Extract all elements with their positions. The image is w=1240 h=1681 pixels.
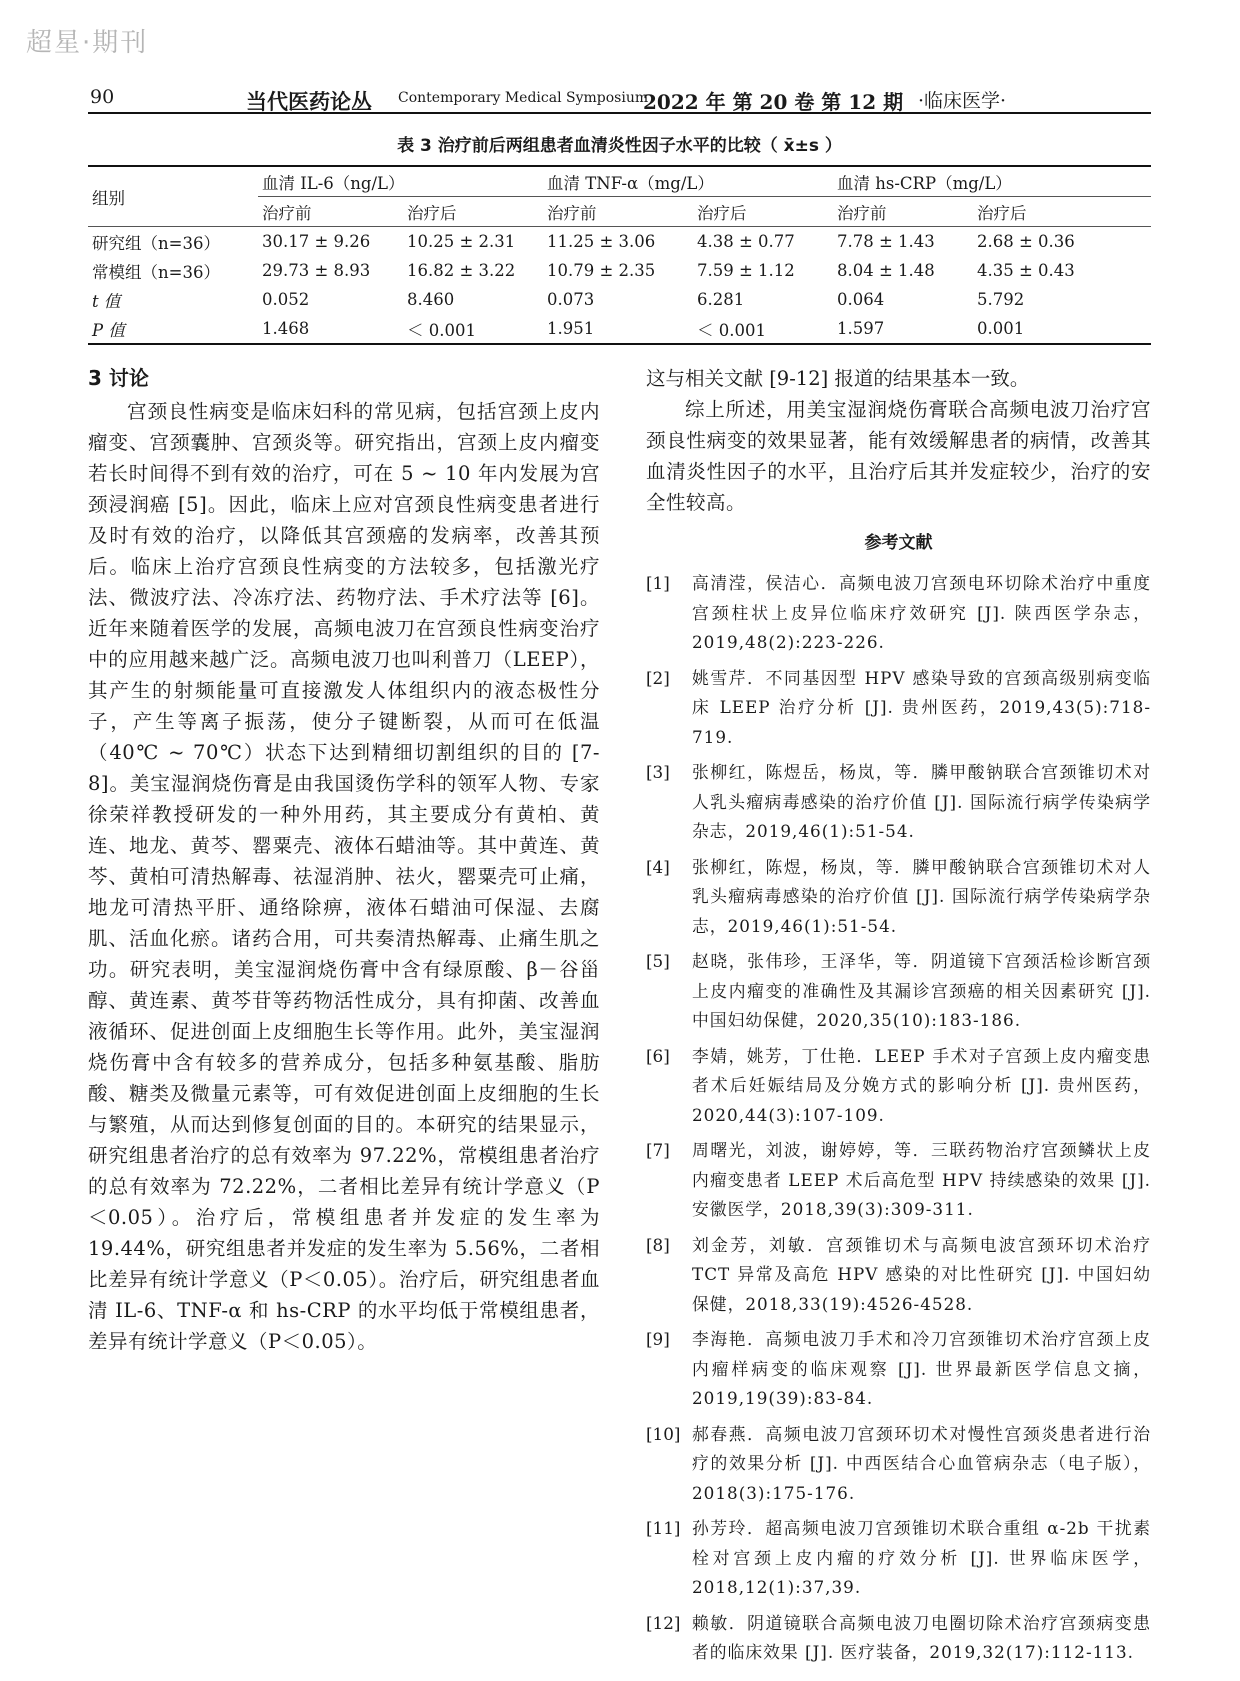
- reference-item: [646, 853, 1151, 942]
- reference-item: [646, 1325, 1151, 1414]
- left-column: [88, 363, 600, 1357]
- reference-number: [2]: [646, 667, 670, 688]
- reference-item: [646, 1609, 1151, 1668]
- reference-item: [646, 758, 1151, 847]
- reference-number: [1]: [646, 573, 670, 593]
- indicator-il6: 血清 IL-6（ng/L）: [258, 166, 543, 197]
- table-cell: 4.38 ± 0.77: [697, 232, 795, 251]
- table-cell: 30.17 ± 9.26: [262, 232, 371, 251]
- reference-text: 周曙光，刘波，谢婷婷，等．三联药物治疗宫颈鳞状上皮内瘤变患者 LEEP 术后高危型 HPV 持续感染的效果 [J]. 安徽医学，2018,39(3):309-311.: [692, 1140, 1151, 1219]
- table-cell: 1.597: [833, 314, 973, 344]
- section-label: ·临床医学·: [918, 90, 1007, 112]
- continuation-text: 这与相关文献 [9-12] 报道的结果基本一致。: [646, 367, 1030, 390]
- conclusion-paragraph: 综上所述，用美宝湿润烧伤膏联合高频电波刀治疗宫颈良性病变的效果显著，能有效缓解患者的病情，改善其血清炎性因子的水平，且治疗后其并发症较少，治疗的安全性较高。: [646, 398, 1151, 514]
- reference-number: [8]: [646, 1234, 670, 1255]
- table-cell: 0.073: [547, 290, 595, 309]
- reference-number: [5]: [646, 951, 670, 971]
- row-label: P 值: [88, 314, 258, 344]
- row-label: t 值: [92, 291, 121, 311]
- results-table: [88, 165, 1151, 345]
- reference-text: 赖敏．阴道镜联合高频电波刀电圈切除术治疗宫颈病变患者的临床效果 [J]. 医疗装备，2019,32(17):112-113.: [692, 1612, 1151, 1662]
- reference-number: [6]: [646, 1045, 670, 1066]
- subheader: 治疗后: [973, 197, 1151, 227]
- table-cell: 1.468: [258, 314, 403, 344]
- table-cell: 0.052: [262, 290, 310, 309]
- reference-text: 高清滢，侯洁心．高频电波刀宫颈电环切除术治疗中重度宫颈柱状上皮异位临床疗效研究 [J]. 陕西医学杂志，2019,48(2):223-226.: [692, 573, 1151, 652]
- reference-item: [646, 1514, 1151, 1603]
- table-cell: 8.04 ± 1.48: [837, 261, 935, 280]
- journal-title-cn: 当代医药论丛: [246, 89, 372, 114]
- reference-item: [646, 1136, 1151, 1225]
- right-column: [646, 363, 1151, 1674]
- table-cell: 11.25 ± 3.06: [547, 232, 656, 251]
- table-row: [88, 256, 1151, 285]
- reference-text: 张柳红，陈煜岳，杨岚，等．膦甲酸钠联合宫颈锥切术对人乳头瘤病毒感染的治疗价值 [J]. 国际流行病学传染病学杂志，2019,46(1):51-54.: [692, 762, 1151, 841]
- reference-list: [646, 569, 1151, 1668]
- reference-text: 刘金芳，刘敏．宫颈锥切术与高频电波宫颈环切术治疗 TCT 异常及高危 HPV 感染的对比性研究 [J]. 中国妇幼保健，2018,33(19):4526-4528.: [692, 1234, 1151, 1314]
- reference-text: 孙芳玲．超高频电波刀宫颈锥切术联合重组 α-2b 干扰素栓对宫颈上皮内瘤的疗效分析 [J]. 世界临床医学，2018,12(1):37,39.: [692, 1518, 1151, 1597]
- indicator-tnf: 血清 TNF-α（mg/L）: [543, 166, 833, 197]
- table-row: [88, 314, 1151, 344]
- row-label: 常模组（n=36）: [92, 262, 220, 282]
- row-label: 研究组（n=36）: [92, 233, 220, 253]
- table-row: [88, 285, 1151, 314]
- reference-text: 李海艳．高频电波刀手术和冷刀宫颈锥切术治疗宫颈上皮内瘤样病变的临床观察 [J]. 世界最新医学信息文摘，2019,19(39):83-84.: [692, 1329, 1151, 1408]
- references-heading: 参考文献: [864, 533, 933, 553]
- subheader: 治疗后: [693, 197, 833, 227]
- table-cell: 0.064: [837, 290, 885, 309]
- reference-number: [11]: [646, 1518, 681, 1538]
- reference-text: 赵晓，张伟珍，王泽华，等．阴道镜下宫颈活检诊断宫颈上皮内瘤变的准确性及其漏诊宫颈癌的相关因素研究 [J]. 中国妇幼保健，2020,35(10):183-186.: [692, 951, 1151, 1030]
- reference-text: 李婧，姚芳，丁仕艳．LEEP 手术对子宫颈上皮内瘤变患者术后妊娠结局及分娩方式的影响分析 [J]. 贵州医药，2020,44(3):107-109.: [692, 1045, 1151, 1125]
- watermark: 超星·期刊: [26, 28, 149, 58]
- reference-item: [646, 1231, 1151, 1320]
- page-number: 90: [90, 86, 115, 108]
- table-cell: 10.79 ± 2.35: [547, 261, 656, 280]
- table-row: [88, 227, 1151, 257]
- group-header: 组别: [88, 166, 258, 227]
- table-cell: 7.59 ± 1.12: [697, 261, 795, 280]
- reference-number: [4]: [646, 856, 670, 877]
- subheader: 治疗后: [403, 197, 543, 227]
- table-cell: 4.35 ± 0.43: [977, 261, 1075, 280]
- subheader: 治疗前: [543, 197, 693, 227]
- table-cell: 0.001: [973, 314, 1151, 344]
- reference-number: [9]: [646, 1329, 670, 1349]
- journal-title-en: Contemporary Medical Symposium: [398, 90, 649, 106]
- table-cell: 2.68 ± 0.36: [977, 232, 1075, 251]
- table-cell: 6.281: [697, 290, 745, 309]
- table-cell: 16.82 ± 3.22: [407, 261, 516, 280]
- section-heading: 3 讨论: [88, 366, 149, 390]
- reference-item: [646, 947, 1151, 1036]
- table-cell: 1.951: [543, 314, 693, 344]
- reference-text: 姚雪芹．不同基因型 HPV 感染导致的宫颈高级别病变临床 LEEP 治疗分析 [J]. 贵州医药，2019,43(5):718-719.: [692, 667, 1151, 747]
- reference-number: [12]: [646, 1612, 681, 1633]
- table-cell: 29.73 ± 8.93: [262, 261, 371, 280]
- table-cell: ＜ 0.001: [403, 314, 543, 344]
- indicator-hscrp: 血清 hs-CRP（mg/L）: [833, 166, 1151, 197]
- reference-item: [646, 1042, 1151, 1131]
- table-title: 表 3 治疗前后两组患者血清炎性因子水平的比较（ x̄±s ）: [397, 136, 842, 156]
- table-cell: 8.460: [407, 290, 455, 309]
- running-header: [88, 82, 1151, 114]
- issue-info: 2022 年 第 20 卷 第 12 期: [643, 90, 904, 114]
- reference-number: [3]: [646, 762, 670, 782]
- table-cell: 10.25 ± 2.31: [407, 232, 516, 251]
- subheader: 治疗前: [258, 197, 403, 227]
- reference-text: 张柳红，陈煜，杨岚，等．膦甲酸钠联合宫颈锥切术对人乳头瘤病毒感染的治疗价值 [J]. 国际流行病学传染病学杂志，2019,46(1):51-54.: [692, 856, 1151, 936]
- reference-number: [7]: [646, 1140, 670, 1160]
- reference-item: [646, 664, 1151, 753]
- table-cell: ＜ 0.001: [693, 314, 833, 344]
- discussion-paragraph: 宫颈良性病变是临床妇科的常见病，包括宫颈上皮内瘤变、宫颈囊肿、宫颈炎等。研究指出，宫颈上皮内瘤变若长时间得不到有效的治疗，可在 5 ~ 10 年内发展为宫颈浸润癌 [5]。因此，临床上应对宫颈良性病变患者进行及时有效的治疗，以降低其宫颈癌的发病率，改善其预后。临床上治疗宫颈良性病变的方法较多，包括激光疗法、微波疗法、冷冻疗法、药物疗法、手术疗法等 [6]。近年来随着医学的发展，高频电波刀在宫颈良性病变治疗中的应用越来越广泛。高频电波刀也叫利普刀（LEEP），其产生的射频能量可直接激发人体组织内的液态极性分子，产生等离子振荡，使分子键断裂，从而可在低温（40℃ ~ 70℃）状态下达到精细切割组织的目的 [7-8]。美宝湿润烧伤膏是由我国烫伤学科的领军人物、专家徐荣祥教授研发的一种外用药，其主要成分有黄柏、黄连、地龙、黄芩、罂粟壳、液体石蜡油等。其中黄连、黄芩、黄柏可清热解毒、祛湿消肿、祛火，罂粟壳可止痛，地龙可清热平肝、通络除痹，液体石蜡油可保湿、去腐肌、活血化瘀。诸药合用，可共奏清热解毒、止痛生肌之功。研究表明，美宝湿润烧伤膏中含有绿原酸、β－谷甾醇、黄连素、黄芩苷等药物活性成分，具有抑菌、改善血液循环、促进创面上皮细胞生长等作用。此外，美宝湿润烧伤膏中含有较多的营养成分，包括多种氨基酸、脂肪酸、糖类及微量元素等，可有效促进创面上皮细胞的生长与繁殖，从而达到修复创面的目的。本研究的结果显示，研究组患者治疗的总有效率为 97.22%，常模组患者治疗的总有效率为 72.22%，二者相比差异有统计学意义（P＜0.05）。治疗后，常模组患者并发症的发生率为 19.44%，研究组患者并发症的发生率为 5.56%，二者相比差异有统计学意义（P＜0.05）。治疗后，研究组患者血清 IL-6、TNF-α 和 hs-CRP 的水平均低于常模组患者，差异有统计学意义（P＜0.05）。: [88, 400, 600, 1353]
- subheader: 治疗前: [833, 197, 973, 227]
- reference-number: [10]: [646, 1423, 681, 1444]
- reference-text: 郝春燕．高频电波刀宫颈环切术对慢性宫颈炎患者进行治疗的效果分析 [J]. 中西医结合心血管病杂志（电子版），2018(3):175-176.: [692, 1423, 1151, 1503]
- table-cell: 5.792: [977, 290, 1025, 309]
- table-cell: 7.78 ± 1.43: [837, 232, 935, 251]
- reference-item: [646, 569, 1151, 658]
- reference-item: [646, 1420, 1151, 1509]
